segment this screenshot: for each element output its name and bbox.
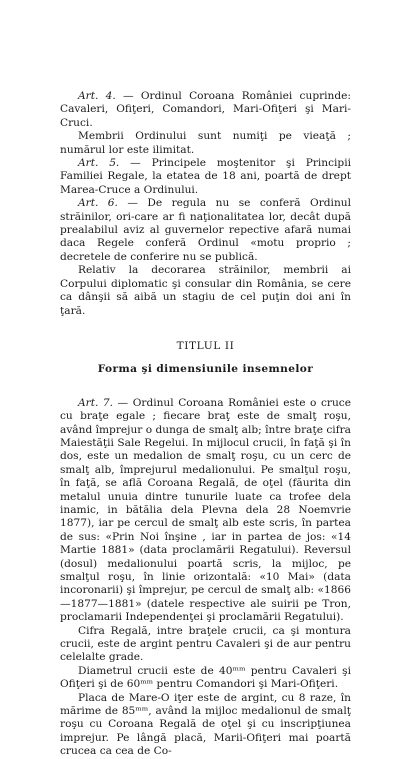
article-7-text: — Ordinul Coroana României este o cruce cu braţe egale ; fiecare braţ este de smalţ roşu, având împrejur o dunga de smalţ alb; între braţe cifra Maiestăţii Sale Regelui. In mijlocul crucii, în faţă şi în dos, este un medalion de smalţ roşu, cu un cerc de smalţ alb, împrejurul medalionului. Pe smalţul roşu, în faţă, se află Coroana Regală, de oţel (făurita din metalul unuia dintre tunurile luate ca trofee dela inamic, in bătălia dela Plevna dela 28 Noemvrie 1877), iar pe cercul de smalţ alb este scris, în partea de sus: «Prin Noi înşine , iar in partea de jos: «14 Martie 1881» (data proclamării Regatului). Reversul (dosul) medalionului poartă scris, la mijloc, pe smalţul roşu, în linie orizontală: «10 Mai» (data incoronarii) şi împrejur, pe cercul de smalţ alb: «1866—1877—1881» (datele respective ale suirii pe Tron, proclamarii Independenţei şi proclamării Regatului).: [60, 396, 351, 624]
document-page: [60, 90, 351, 759]
article-4-label: Art. 4.: [78, 90, 116, 102]
section-title: TITLUL II: [176, 339, 235, 352]
article-7: [60, 397, 351, 625]
article-7-paragraph-3: Diametrul crucii este de 40ᵐᵐ pentru Cavaleri şi Ofiţeri şi de 60ᵐᵐ pentru Comandori şi Mari-Ofiţeri.: [60, 664, 351, 691]
article-4-paragraph-2: Membrii Ordinului sunt numiţi pe vieaţă ; numărul lor este ilimitat.: [60, 130, 351, 156]
article-5: [60, 157, 351, 197]
article-7-paragraph-4: Placa de Mare-O iţer este de argint, cu 8 raze, în mărime de 85ᵐᵐ, având la mijloc medalionul de smalţ roşu cu Coroana Regală de oţel şi cu inscripţiunea imprejur. Pe lângă placă, Marii-Ofiţeri mai poartă crucea ca cea de Co-: [60, 691, 351, 758]
article-6-label: Art. 6.: [78, 197, 118, 210]
article-6: [60, 197, 351, 264]
section-subtitle: Forma şi dimensiunile insemnelor: [97, 363, 314, 376]
article-6-paragraph-2: Relativ la decorarea străinilor, membrii ai Corpului diplomatic şi consular din România, se cere ca dânşii să aibă un stagiu de cel puţin doi ani în ţară.: [60, 264, 351, 317]
article-4-text: — Ordinul Coroana României cuprinde: Cavaleri, Ofiţeri, Comandori, Mari-Ofiţeri şi Mari-Cruci.: [60, 90, 351, 129]
article-6-text: — De regula nu se conferă Ordinul străinilor, ori-care ar fi naţionalitatea lor, decât după prealabilul aviz al guvernelor repective afară numai daca Regele conferă Ordinul «motu proprio ; decretele de conferire nu se publică.: [60, 197, 351, 263]
article-5-text: — Principele moştenitor şi Principii Familiei Regale, la etatea de 18 ani, poartă de drept Marea-Cruce a Ordinului.: [60, 157, 351, 196]
article-5-label: Art. 5.: [78, 157, 120, 170]
article-7-paragraph-2: Cifra Regală, intre braţele crucii, ca şi montura crucii, este de argint pentru Cavaleri şi de aur pentru celelalte grade.: [60, 624, 351, 664]
article-7-label: Art. 7.: [78, 396, 113, 409]
article-4: [60, 90, 351, 130]
